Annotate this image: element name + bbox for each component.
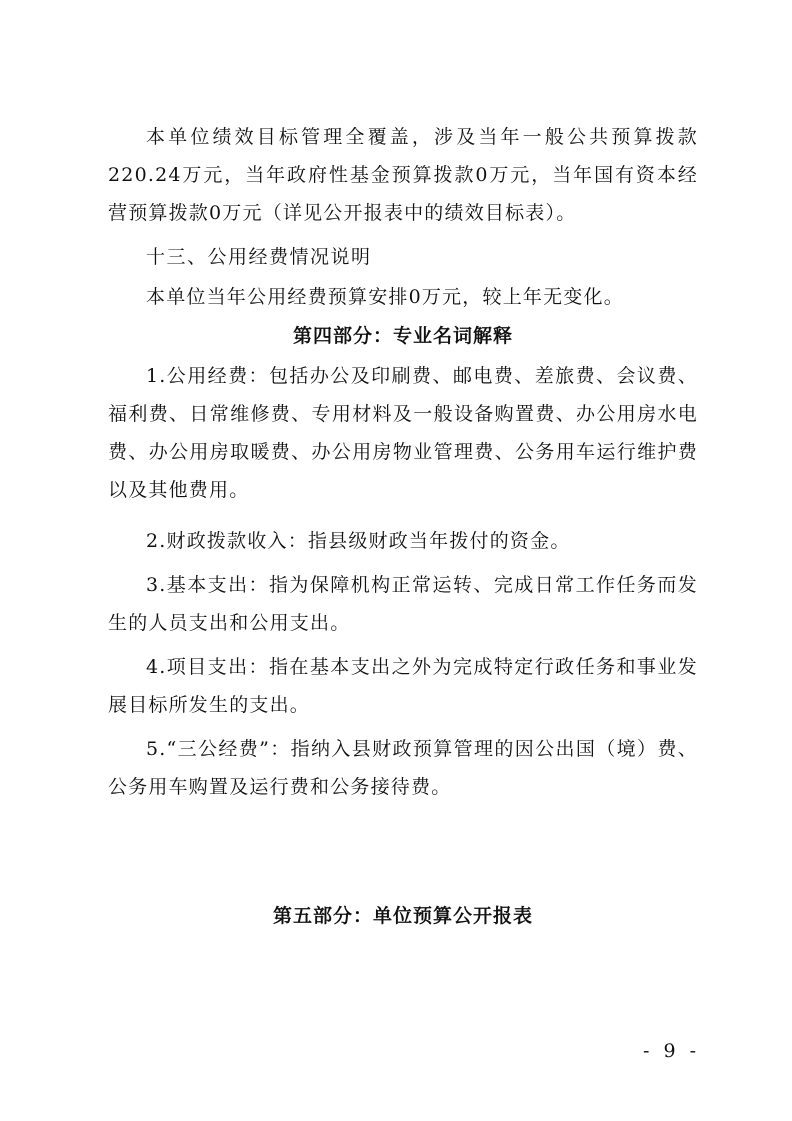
section-13-body: 本单位当年公用经费预算安排0万元，较上年无变化。 [146,286,624,308]
part-5-heading: 第五部分：单位预算公开报表 [272,905,533,927]
term-3-basic-expenditure: 3.基本支出：指为保障机构正常运转、完成日常工作任务而发生的人员支出和公用支出。 [108,574,698,634]
term-5-three-public-expenses: 5.“三公经费”：指纳入县财政预算管理的因公出国（境）费、公务用车购置及运行费和公务接待费。 [108,738,698,798]
section-13-heading: 十三、公用经费情况说明 [146,246,372,268]
page-number: - 9 - [642,1040,700,1062]
part-4-heading: 第四部分：专业名词解释 [292,325,513,347]
term-2-fiscal-appropriation: 2.财政拨款收入：指县级财政当年拨付的资金。 [146,530,571,552]
performance-paragraph: 本单位绩效目标管理全覆盖，涉及当年一般公共预算拨款220.24万元，当年政府性基金预算拨款0万元，当年国有资本经营预算拨款0万元（详见公开报表中的绩效目标表）。 [108,126,698,224]
term-4-project-expenditure: 4.项目支出：指在基本支出之外为完成特定行政任务和事业发展目标所发生的支出。 [108,656,698,716]
term-1-public-expenses: 1.公用经费：包括办公及印刷费、邮电费、差旅费、会议费、福利费、日常维修费、专用材料及一般设备购置费、办公用房水电费、办公用房取暖费、办公用房物业管理费、公务用车运行维护费以及其他费用。 [108,365,698,501]
